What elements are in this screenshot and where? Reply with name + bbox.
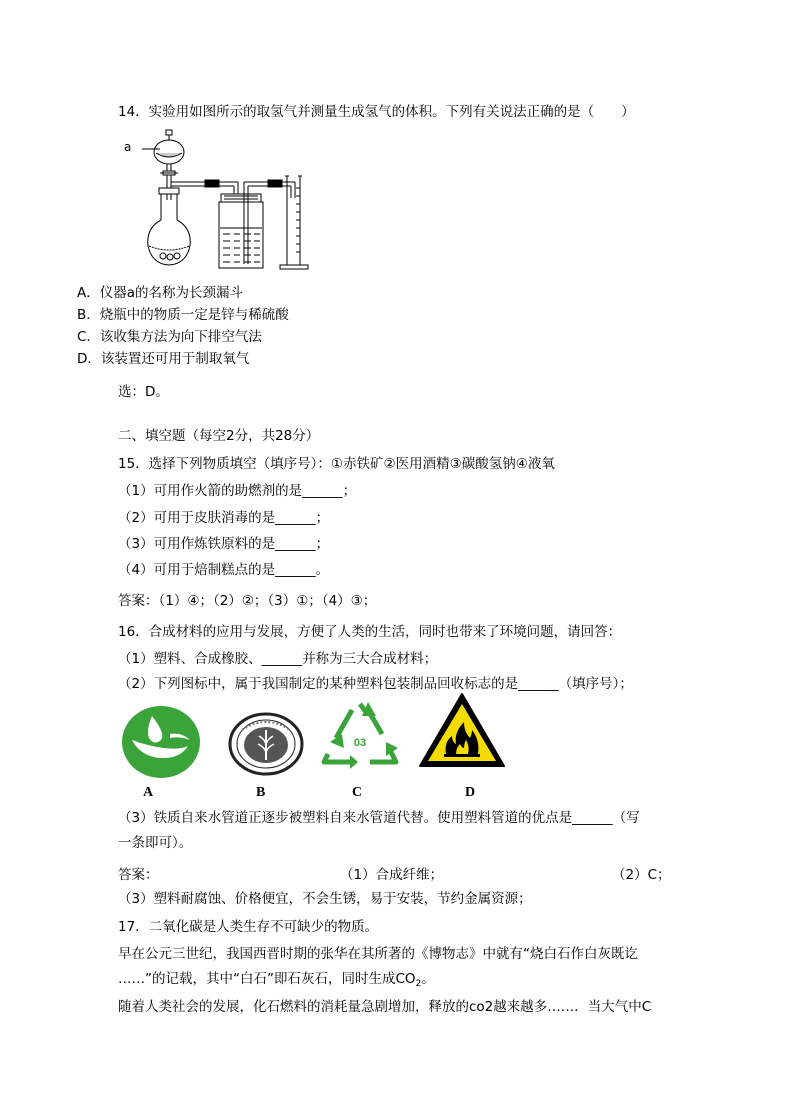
q16-stem: 16．合成材料的应用与发展，方便了人类的生活，同时也带来了环境问题，请回答： — [118, 624, 622, 640]
q16-answer-1: （1）合成纤维； — [340, 867, 444, 883]
q17-p1-line2-end: 。 — [421, 971, 435, 987]
q16-answer-prefix: 答案： — [118, 867, 159, 883]
q16-item-3-line1: （3）铁质自来水管道正逐步被塑料自来水管道代替。使用塑料管道的优点是______（写 — [118, 810, 640, 826]
recycle-code-number: 03 — [353, 737, 367, 749]
icon-a-green-drop-symbol — [120, 704, 202, 780]
q17-stem: 17．二氧化碳是人类生存不可缺少的物质。 — [118, 919, 379, 935]
q14-option-b: B．烧瓶中的物质一定是锌与稀硫酸 — [77, 307, 289, 323]
q14-option-c: C．该收集方法为向下排空气法 — [77, 329, 262, 345]
section-title: 二、填空题（每空2分，共28分） — [118, 428, 320, 444]
q14-answer: 选：D。 — [118, 384, 169, 400]
q16-item-1: （1）塑料、合成橡胶、______并称为三大合成材料； — [118, 651, 438, 667]
icon-label-c: C — [352, 785, 363, 800]
q14-option-d: D．该装置还可用于制取氧气 — [77, 351, 250, 367]
q17-p1-line2-text: ……”的记载，其中“白石”即石灰石，同时生成CO — [118, 971, 416, 987]
q15-item-4: （4）可用于焙制糕点的是______。 — [118, 562, 330, 578]
q16-answer-3: （3）塑料耐腐蚀、价格便宜，不会生锈，易于安装，节约金属资源； — [118, 891, 532, 907]
icon-label-d: D — [465, 785, 476, 800]
icon-b-quality-seal — [228, 712, 304, 776]
icon-label-b: B — [256, 785, 266, 800]
q17-paragraph1-line2 — [118, 970, 435, 993]
q15-item-3: （3）可用作炼铁原料的是______； — [118, 536, 330, 552]
apparatus-label-a: a — [124, 140, 132, 154]
q14-stem: 14．实验用如图所示的取氢气并测量生成氢气的体积。下列有关说法正确的是（ ） — [118, 104, 635, 120]
q16-answer-2: （2）C； — [612, 867, 671, 883]
icon-label-a: A — [143, 785, 154, 800]
q14-option-a: A．仪器a的名称为长颈漏斗 — [77, 285, 244, 301]
q16-item-3-line2: 一条即可）。 — [118, 835, 193, 851]
q15-item-1: （1）可用作火箭的助燃剂的是______； — [118, 483, 357, 499]
icon-d-flammable-warning — [416, 690, 508, 770]
q17-paragraph2-line1: 随着人类社会的发展，化石燃料的消耗量急剧增加，释放的co2越来越多……．当大气中C — [118, 999, 652, 1015]
icon-c-recycle-symbol — [316, 698, 404, 776]
q16-item-2: （2）下列图标中，属于我国制定的某种塑料包装制品回收标志的是______（填序号）； — [118, 676, 633, 692]
co2-subscript: 2 — [415, 979, 422, 989]
q15-stem: 15．选择下列物质填空（填序号）：①赤铁矿②医用酒精③碳酸氢钠④液氧 — [118, 456, 555, 472]
q15-answer: 答案：（1）④；（2）②；（3）①；（4）③； — [118, 593, 377, 609]
q17-paragraph1-line1: 早在公元三世纪，我国西晋时期的张华在其所著的《博物志》中就有“烧白石作白灰既讫 — [118, 946, 638, 962]
q15-item-2: （2）可用于皮肤消毒的是______； — [118, 510, 330, 526]
hydrogen-apparatus-figure — [120, 128, 325, 273]
